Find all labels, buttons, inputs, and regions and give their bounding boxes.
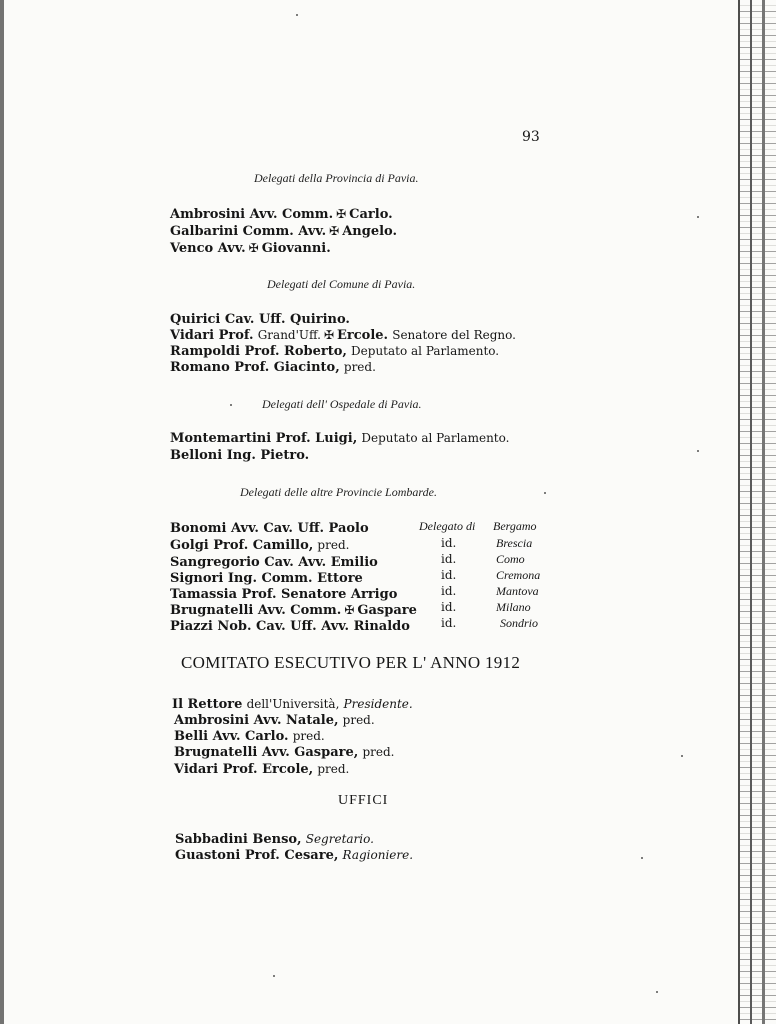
speck	[544, 492, 546, 494]
section-heading-ospedale: Delegati dell' Ospedale di Pavia.	[262, 397, 422, 411]
speck	[697, 450, 699, 452]
speck	[641, 857, 643, 859]
role-cell: Delegato di	[419, 519, 476, 533]
cross-icon: ✠	[336, 207, 347, 221]
speck	[681, 755, 683, 757]
list-item: Montemartini Prof. Luigi, Deputato al Parlamento.	[170, 431, 510, 446]
page-left-edge	[0, 0, 4, 1024]
cross-icon: ✠	[344, 603, 355, 617]
speck	[656, 991, 658, 993]
page-binding-edge	[738, 0, 776, 1024]
list-item: Quirici Cav. Uff. Quirino.	[170, 312, 350, 327]
speck	[273, 975, 275, 977]
list-item: Ambrosini Avv. Natale, pred.	[174, 713, 375, 728]
table-row: Piazzi Nob. Cav. Uff. Avv. Rinaldo	[170, 619, 410, 634]
committee-title: COMITATO ESECUTIVO PER L' ANNO 1912	[181, 653, 521, 672]
section-heading-provincie: Delegati delle altre Provincie Lombarde.	[240, 485, 437, 499]
list-item: Galbarini Comm. Avv. ✠ Angelo.	[170, 224, 398, 239]
list-item: Venco Avv. ✠ Giovanni.	[170, 241, 331, 256]
list-item: Romano Prof. Giacinto, pred.	[170, 360, 376, 375]
place-cell: Sondrio	[500, 616, 539, 630]
list-item: Vidari Prof. Ercole, pred.	[174, 762, 350, 777]
cross-icon: ✠	[323, 328, 334, 342]
list-item: Guastoni Prof. Cesare, Ragioniere.	[175, 848, 414, 863]
place-cell: Cremona	[496, 568, 541, 582]
role-cell: id.	[441, 552, 457, 566]
offices-title: UFFICI	[338, 793, 389, 808]
place-cell: Como	[496, 552, 525, 566]
role-cell: id.	[441, 536, 457, 550]
list-item: Belli Avv. Carlo. pred.	[174, 729, 325, 744]
list-item: Sabbadini Benso, Segretario.	[175, 832, 374, 847]
list-item: Brugnatelli Avv. Gaspare, pred.	[174, 745, 395, 760]
table-row: Bonomi Avv. Cav. Uff. Paolo	[170, 521, 369, 536]
speck	[296, 14, 298, 16]
table-row: Tamassia Prof. Senatore Arrigo	[170, 587, 398, 602]
speck	[697, 216, 699, 218]
cross-icon: ✠	[329, 224, 340, 238]
section-heading-provincia: Delegati della Provincia di Pavia.	[254, 171, 419, 185]
list-item: Il Rettore dell'Università, Presidente.	[172, 697, 413, 712]
list-item: Vidari Prof. Grand'Uff. ✠ Ercole. Senatore del Regno.	[170, 328, 516, 343]
list-item: Belloni Ing. Pietro.	[170, 448, 310, 463]
role-cell: id.	[441, 568, 457, 582]
role-cell: id.	[441, 616, 457, 630]
table-row: Brugnatelli Avv. Comm. ✠ Gaspare	[170, 603, 417, 618]
cross-icon: ✠	[248, 241, 259, 255]
place-cell: Mantova	[496, 584, 539, 598]
place-cell: Bergamo	[493, 519, 537, 533]
page-number: 93	[522, 129, 540, 145]
place-cell: Brescia	[496, 536, 533, 550]
table-row: Sangregorio Cav. Avv. Emilio	[170, 555, 378, 570]
role-cell: id.	[441, 584, 457, 598]
table-row: Golgi Prof. Camillo, pred.	[170, 538, 350, 553]
table-row: Signori Ing. Comm. Ettore	[170, 571, 363, 586]
list-item: Ambrosini Avv. Comm. ✠ Carlo.	[170, 207, 393, 222]
section-heading-comune: Delegati del Comune di Pavia.	[267, 277, 416, 291]
speck	[230, 404, 232, 406]
place-cell: Milano	[496, 600, 531, 614]
list-item: Rampoldi Prof. Roberto, Deputato al Parlamento.	[170, 344, 500, 359]
role-cell: id.	[441, 600, 457, 614]
